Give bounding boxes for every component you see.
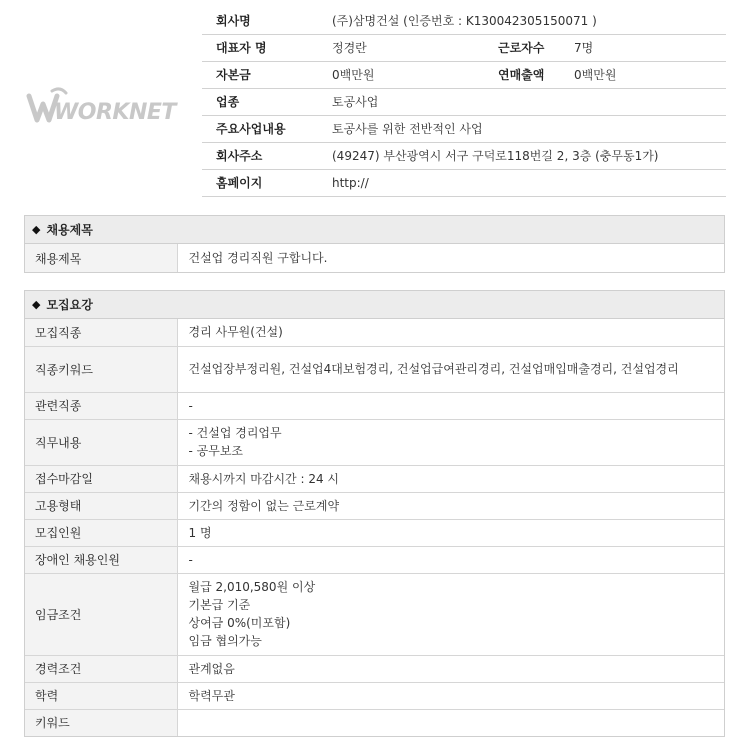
row-value bbox=[177, 319, 724, 346]
company-name-value: (주)삼명건설 (인증번호 : K130042305150071 ) bbox=[330, 8, 726, 34]
employees-value: 7명 bbox=[574, 34, 726, 61]
ceo-value: 정경란 bbox=[330, 34, 498, 61]
table-row bbox=[25, 244, 724, 272]
row-label: 직종키워드 bbox=[25, 346, 177, 392]
company-row-name bbox=[202, 8, 726, 34]
value-line: 상여금 0%(미포함) bbox=[188, 616, 291, 630]
homepage-label: 홈페이지 bbox=[202, 169, 330, 196]
row-value bbox=[177, 244, 724, 272]
row-label: 채용제목 bbox=[25, 244, 177, 272]
job-title-section bbox=[24, 215, 725, 273]
value-line: 건설업 경리직원 구합니다. bbox=[188, 251, 328, 265]
row-label: 고용형태 bbox=[25, 492, 177, 519]
row-label: 모집인원 bbox=[25, 519, 177, 546]
value-line: - 공무보조 bbox=[188, 444, 244, 458]
ceo-label: 대표자 명 bbox=[202, 34, 330, 61]
table-row bbox=[25, 519, 724, 546]
table-row bbox=[25, 546, 724, 573]
row-label: 키워드 bbox=[25, 709, 177, 736]
row-label: 직무내용 bbox=[25, 419, 177, 465]
row-value bbox=[177, 573, 724, 655]
business-label: 주요사업내용 bbox=[202, 115, 330, 142]
homepage-link[interactable]: http:// bbox=[330, 169, 726, 196]
section-header bbox=[25, 216, 724, 244]
row-value bbox=[177, 419, 724, 465]
company-row-business bbox=[202, 115, 726, 142]
row-label: 접수마감일 bbox=[25, 465, 177, 492]
value-line: 경리 사무원(건설) bbox=[188, 325, 283, 340]
table-row bbox=[25, 709, 724, 736]
table-row bbox=[25, 573, 724, 655]
company-name-label: 회사명 bbox=[202, 8, 330, 34]
section-title: 채용제목 bbox=[46, 223, 93, 237]
row-label: 관련직종 bbox=[25, 392, 177, 419]
sales-label: 연매출액 bbox=[498, 61, 574, 88]
row-label: 모집직종 bbox=[25, 319, 177, 346]
capital-label: 자본금 bbox=[202, 61, 330, 88]
value-line: 기간의 정함이 없는 근로계약 bbox=[188, 498, 340, 513]
recruit-table bbox=[25, 319, 724, 736]
industry-label: 업종 bbox=[202, 88, 330, 115]
company-row-address bbox=[202, 142, 726, 169]
value-line: 임금 협의가능 bbox=[188, 634, 262, 648]
company-row-industry bbox=[202, 88, 726, 115]
business-value: 토공사를 위한 전반적인 사업 bbox=[330, 115, 726, 142]
capital-value: 0백만원 bbox=[330, 61, 498, 88]
row-label: 임금조건 bbox=[25, 573, 177, 655]
logo-text: WORKNET bbox=[54, 100, 176, 125]
value-line: 관계없음 bbox=[188, 661, 235, 676]
row-label: 장애인 채용인원 bbox=[25, 546, 177, 573]
table-row bbox=[25, 655, 724, 682]
worknet-logo bbox=[26, 84, 182, 128]
company-row-homepage bbox=[202, 169, 726, 196]
table-row bbox=[25, 346, 724, 392]
diamond-icon: ◆ bbox=[32, 223, 41, 236]
table-row bbox=[25, 419, 724, 465]
industry-value: 토공사업 bbox=[330, 88, 726, 115]
section-title: 모집요강 bbox=[46, 298, 93, 312]
row-value bbox=[177, 465, 724, 492]
row-value bbox=[177, 519, 724, 546]
row-value bbox=[177, 492, 724, 519]
company-info-table bbox=[202, 8, 726, 197]
value-line: 건설업장부정리원, 건설업4대보험경리, 건설업급여관리경리, 건설업매입매출경리, 건설업경리 bbox=[188, 362, 679, 376]
value-line: 기본급 기준 bbox=[188, 598, 251, 612]
address-label: 회사주소 bbox=[202, 142, 330, 169]
value-line: 1 명 bbox=[188, 525, 212, 540]
table-row bbox=[25, 465, 724, 492]
table-row bbox=[25, 492, 724, 519]
value-line: 학력무관 bbox=[188, 688, 235, 703]
value-line: 월급 2,010,580원 이상 bbox=[188, 580, 316, 594]
row-value bbox=[177, 346, 724, 392]
job-title-table bbox=[25, 244, 724, 272]
table-row bbox=[25, 682, 724, 709]
diamond-icon: ◆ bbox=[32, 298, 41, 311]
recruit-section bbox=[24, 290, 725, 737]
row-label: 학력 bbox=[25, 682, 177, 709]
row-value bbox=[177, 392, 724, 419]
section-header bbox=[25, 291, 724, 319]
table-row bbox=[25, 319, 724, 346]
row-value bbox=[177, 546, 724, 573]
row-value bbox=[177, 682, 724, 709]
sales-value: 0백만원 bbox=[574, 61, 726, 88]
row-value bbox=[177, 709, 724, 736]
value-line: - bbox=[188, 398, 193, 413]
company-row-capital bbox=[202, 61, 726, 88]
table-row bbox=[25, 392, 724, 419]
row-value bbox=[177, 655, 724, 682]
value-line: - bbox=[188, 552, 193, 567]
value-line: - 건설업 경리업무 bbox=[188, 426, 282, 440]
value-line: 채용시까지 마감시간 : 24 시 bbox=[188, 471, 339, 486]
address-value: (49247) 부산광역시 서구 구덕로118번길 2, 3층 (충무동1가) bbox=[330, 142, 726, 169]
company-row-ceo bbox=[202, 34, 726, 61]
row-label: 경력조건 bbox=[25, 655, 177, 682]
employees-label: 근로자수 bbox=[498, 34, 574, 61]
